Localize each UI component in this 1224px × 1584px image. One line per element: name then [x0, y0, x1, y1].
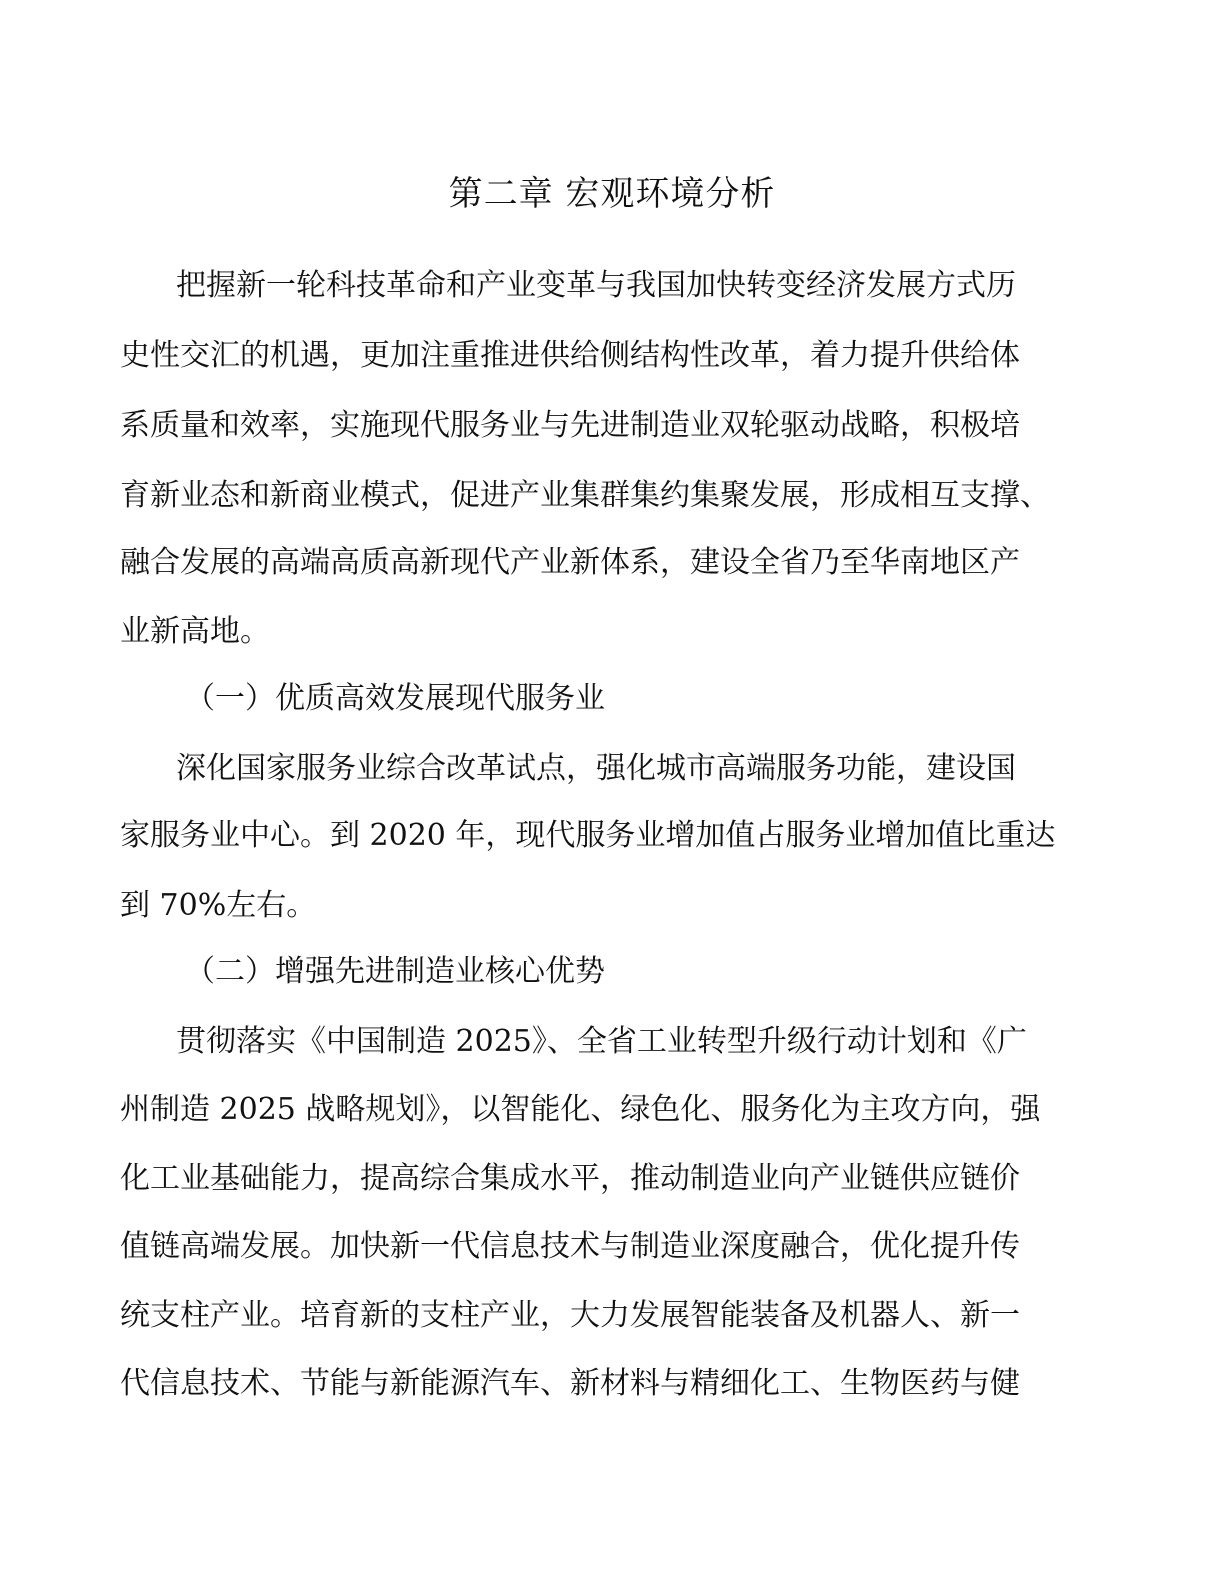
- paragraph-line: 把握新一轮科技革命和产业变革与我国加快转变经济发展方式历: [176, 268, 1016, 303]
- paragraph-line: 深化国家服务业综合改革试点，强化城市高端服务功能，建设国: [176, 751, 1016, 786]
- paragraph-line: 育新业态和新商业模式，促进产业集群集约集聚发展，形成相互支撑、: [120, 478, 1050, 513]
- paragraph-line: 家服务业中心。到 2020 年，现代服务业增加值占服务业增加值比重达: [120, 818, 1056, 853]
- paragraph-line: 代信息技术、节能与新能源汽车、新材料与精细化工、生物医药与健: [120, 1366, 1020, 1401]
- paragraph-line: 业新高地。: [120, 614, 270, 649]
- paragraph-line: 化工业基础能力，提高综合集成水平，推动制造业向产业链供应链价: [120, 1161, 1020, 1196]
- paragraph-line: 史性交汇的机遇，更加注重推进供给侧结构性改革，着力提升供给体: [120, 338, 1020, 373]
- paragraph-line: 系质量和效率，实施现代服务业与先进制造业双轮驱动战略，积极培: [120, 408, 1020, 443]
- paragraph-line: 贯彻落实《中国制造 2025》、全省工业转型升级行动计划和《广: [176, 1024, 1027, 1059]
- section-heading: （二）增强先进制造业核心优势: [185, 954, 605, 989]
- paragraph-line: 到 70%左右。: [120, 888, 317, 923]
- chapter-title: 第二章 宏观环境分析: [448, 174, 776, 214]
- paragraph-line: 统支柱产业。培育新的支柱产业，大力发展智能装备及机器人、新一: [120, 1298, 1020, 1333]
- section-heading: （一）优质高效发展现代服务业: [185, 681, 605, 716]
- paragraph-line: 州制造 2025 战略规划》，以智能化、绿色化、服务化为主攻方向，强: [120, 1092, 1041, 1127]
- paragraph-line: 值链高端发展。加快新一代信息技术与制造业深度融合，优化提升传: [120, 1229, 1020, 1264]
- paragraph-line: 融合发展的高端高质高新现代产业新体系，建设全省乃至华南地区产: [120, 545, 1020, 580]
